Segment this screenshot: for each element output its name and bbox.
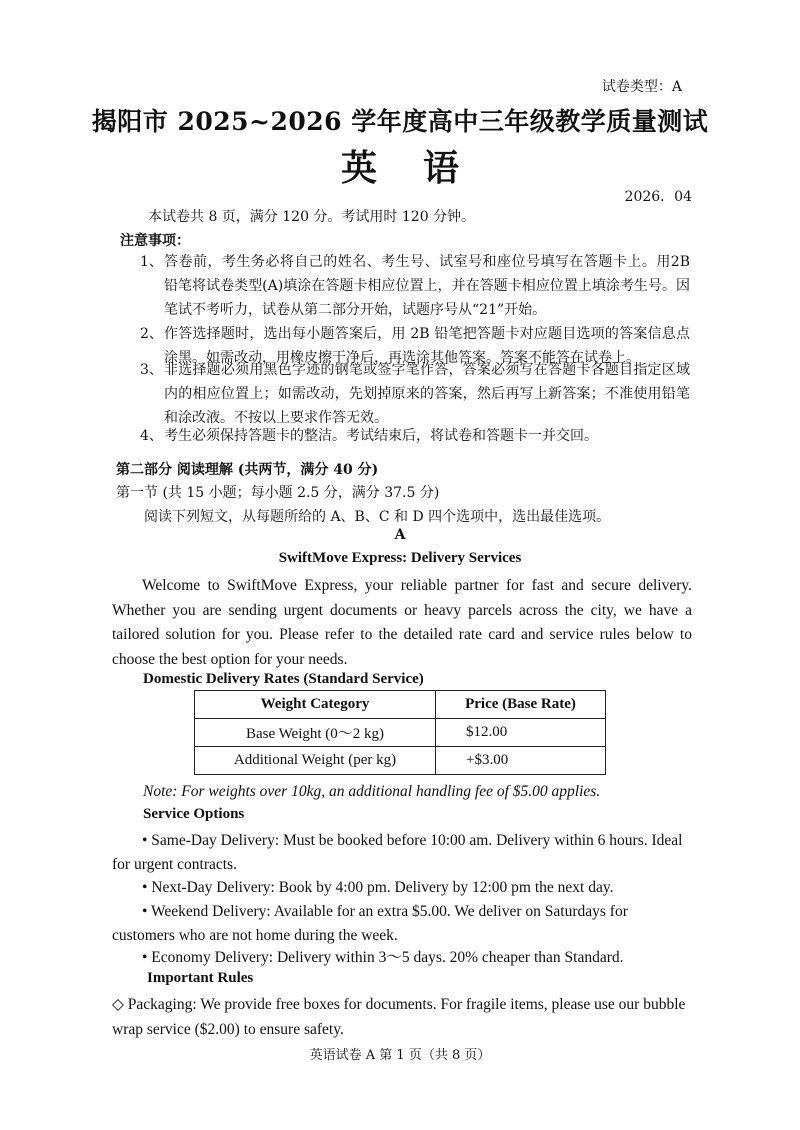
rule-item: ◇ Packaging: We provide free boxes for documents. For fragile items, please use our bubble wrap service ($2.00) to ensure safety. (112, 996, 686, 1038)
note-text: 考生必须保持答题卡的整洁。考试结束后，将试卷和答题卡一并交回。 (164, 428, 598, 444)
table-cell: Additional Weight (per kg) (195, 747, 436, 775)
service-item (112, 946, 692, 970)
exam-intro: 本试卷共 8 页，满分 120 分。考试用时 120 分钟。 (148, 209, 476, 225)
subject-title: 英语 (340, 147, 505, 189)
table-cell: +$3.00 (436, 747, 606, 775)
rates-table (194, 690, 606, 775)
notes-title: 注意事项： (120, 233, 190, 249)
table-row (195, 719, 606, 747)
table-cell: Base Weight (0～2 kg) (195, 719, 436, 747)
passage-letter: A (394, 527, 406, 543)
section-instructions: 阅读下列短文，从每题所给的 A、B、C 和 D 四个选项中，选出最佳选项。 (144, 509, 611, 525)
table-cell: $12.00 (436, 719, 606, 747)
service-text: • Economy Delivery: Delivery within 3～5 days. 20% cheaper than Standard. (142, 949, 624, 966)
paragraph-text: Welcome to SwiftMove Express, your reliable partner for fast and secure delivery. Whether you are sending urgent documents or heavy parcels across the city, we have a tailored solution for you. Please refer to the detailed rate card and service rules below to choose the best option for your needs. (112, 577, 692, 668)
note-number: 4、 (140, 428, 163, 444)
table-note: Note: For weights over 10kg, an additional handling fee of $5.00 applies. (143, 783, 601, 800)
exam-title: 揭阳市 2025~2026 学年度高中三年级教学质量测试 (91, 107, 709, 136)
note-number: 3、 (140, 362, 163, 378)
note-item (140, 250, 690, 322)
table-caption: Domestic Delivery Rates (Standard Service) (143, 671, 424, 687)
column-header: Price (Base Rate) (436, 691, 606, 719)
note-number: 1、 (140, 254, 163, 270)
service-text: • Weekend Delivery: Available for an extra $5.00. We deliver on Saturdays for customers who are not home during the week. (112, 903, 628, 944)
note-item (140, 358, 690, 430)
note-number: 2、 (140, 326, 163, 342)
note-text: 作答选择题时，选出每小题答案后，用 2B 铅笔把答题卡对应题目选项的答案信息点涂黑。如需改动，用橡皮擦干净后，再选涂其他答案。答案不能答在试卷上。 (164, 326, 690, 366)
service-item (112, 876, 692, 900)
note-text: 非选择题必须用黑色字迹的钢笔或签字笔作答，答案必须写在答题卡各题目指定区域内的相应位置上；如需改动，先划掉原来的答案，然后再写上新答案；不准使用铅笔和涂改液。不按以上要求作答无效。 (164, 362, 690, 426)
service-text: • Next-Day Delivery: Book by 4:00 pm. Delivery by 12:00 pm the next day. (142, 879, 614, 896)
page-footer: 英语试卷 A 第 1 页（共 8 页） (309, 1048, 491, 1063)
table-header-row (195, 691, 606, 719)
service-text: • Same-Day Delivery: Must be booked before 10:00 am. Delivery within 6 hours. Ideal for urgent contracts. (112, 832, 683, 873)
note-item (140, 424, 690, 448)
service-options-heading: Service Options (143, 806, 245, 822)
note-text: 答卷前，考生务必将自己的姓名、考生号、试室号和座位号填写在答题卡上。用2B 铅笔将试卷类型(A)填涂在答题卡相应位置上，并在答题卡相应位置上填涂考生号。因笔试不考听力，试卷从第二部分开始，试题序号从“21”开始。 (164, 254, 690, 318)
important-rules-heading: Important Rules (147, 970, 254, 986)
service-item (112, 829, 692, 877)
passage-title: SwiftMove Express: Delivery Services (278, 550, 522, 566)
table-row (195, 747, 606, 775)
service-item (112, 900, 692, 948)
passage-intro-paragraph (112, 574, 692, 672)
paper-type: 试卷类型：A (601, 79, 682, 95)
exam-date: 2026．04 (624, 189, 692, 205)
part-title: 第二部分 阅读理解 (共两节，满分 40 分) (116, 462, 379, 478)
section-title: 第一节 (共 15 小题；每小题 2.5 分，满分 37.5 分) (116, 485, 440, 501)
column-header: Weight Category (195, 691, 436, 719)
